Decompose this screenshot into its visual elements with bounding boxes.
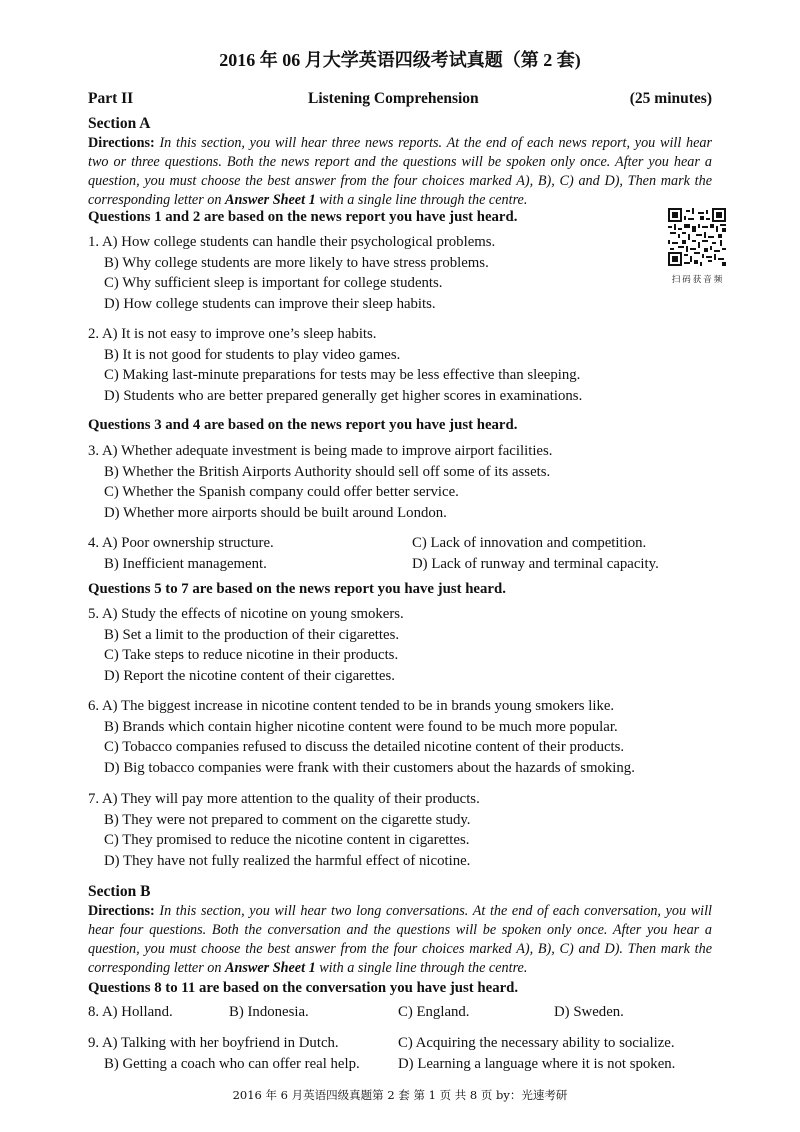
group-4-heading: Questions 8 to 11 are based on the conversation you have just heard. [88,980,519,996]
option: B) Set a limit to the production of their cigarettes. [104,626,400,643]
option: B) Whether the British Airports Authority should sell off some of its assets. [104,463,551,480]
option: B) Brands which contain higher nicotine content were found to be much more popular. [104,718,618,735]
option: B) They were not prepared to comment on the cigarette study. [104,811,471,828]
answer-sheet-ref: Answer Sheet 1 [225,192,316,208]
option: 7. A) They will pay more attention to the quality of their products. [88,791,480,807]
directions-text: In this section, you will hear three news reports. At the end of each news report, you will hear two or three questions. Both the news report and the questions will be spoken only once. After you hear a question, you must choose the best answer from the four choices marked A), B), C) and D), Then mark the corresponding letter on [88,135,713,208]
group-3-heading: Questions 5 to 7 are based on the news report you have just heard. [88,581,506,597]
option-row [88,1002,712,1023]
section-a [88,114,712,210]
question-2 [88,324,712,407]
question-7 [88,789,712,872]
section-b [88,882,712,978]
question-4 [88,533,712,574]
part-name: Listening Comprehension [308,90,479,107]
option: D) Learning a language where it is not spoken. [398,1055,676,1072]
page-title: 2016 年 06 月大学英语四级考试真题（第 2 套) [219,50,581,70]
question-9 [88,1033,712,1074]
section-a-title: Section A [88,115,151,132]
directions-text-end: with a single line through the centre. [319,960,528,976]
option-row [88,533,712,554]
option: C) Why sufficient sleep is important for college students. [104,275,443,292]
option: C) England. [398,1004,470,1020]
answer-sheet-ref: Answer Sheet 1 [225,960,316,976]
group-heading [88,579,712,599]
directions-text: In this section, you will hear two long conversations. At the end of each conversation, you will hear four questions. Both the conversation and the questions will be spoken only once. After you hear a question, you must choose the best answer from the four choices marked A), B), C) and D). Then mark the corresponding letter on [88,903,713,976]
option: 9. A) Talking with her boyfriend in Dutch. [88,1035,339,1051]
group-heading [88,415,712,435]
option: C) Lack of innovation and competition. [412,535,647,551]
option-row [88,1054,712,1075]
section-b-title: Section B [88,883,151,900]
page-footer: 2016 年 6 月英语四级真题第 2 套 第 1 页 共 8 页 by：光速考研 [232,1088,568,1102]
option: 4. A) Poor ownership structure. [88,535,274,551]
option: 3. A) Whether adequate investment is being made to improve airport facilities. [88,443,553,459]
option: B) Why college students are more likely to have stress problems. [104,254,489,271]
option: D) Lack of runway and terminal capacity. [412,555,659,572]
option: C) Making last-minute preparations for tests may be less effective than sleeping. [104,367,581,384]
directions-text-end: with a single line through the centre. [319,192,528,208]
option: C) Tobacco companies refused to discuss the detailed nicotine content of their products. [104,739,625,756]
part-label: Part II [88,90,134,107]
group-heading [88,978,712,998]
question-6 [88,696,712,779]
option: C) Acquiring the necessary ability to socialize. [398,1035,675,1051]
option: B) Inefficient management. [104,555,267,572]
question-5 [88,604,712,687]
group-2-heading: Questions 3 and 4 are based on the news report you have just heard. [88,417,518,433]
option: 8. A) Holland. [88,1004,173,1020]
option: D) How college students can improve their sleep habits. [104,296,436,313]
option: D) Big tobacco companies were frank with their customers about the hazards of smoking. [104,760,635,777]
option: C) Take steps to reduce nicotine in their products. [104,647,399,664]
section-a-directions [88,134,712,210]
option: 2. A) It is not easy to improve one’s sleep habits. [88,326,377,342]
option-row [88,554,712,575]
directions-label: Directions: [88,903,155,919]
directions-label: Directions: [88,135,155,151]
part-time: (25 minutes) [629,90,712,107]
option: 6. A) The biggest increase in nicotine content tended to be in brands young smokers like. [88,698,615,714]
option: 1. A) How college students can handle their psychological problems. [88,234,496,250]
option: C) They promised to reduce the nicotine content in cigarettes. [104,832,470,849]
option: B) Getting a coach who can offer real help. [104,1055,360,1072]
part-header [88,90,712,110]
group-1-heading: Questions 1 and 2 are based on the news report you have just heard. [88,209,518,225]
option: D) Report the nicotine content of their cigarettes. [104,668,395,685]
option: D) They have not fully realized the harmful effect of nicotine. [104,853,471,870]
qr-caption: 扫码获音频 [671,275,725,285]
group-heading [88,207,712,227]
option-row [88,1033,712,1054]
question-1 [88,232,712,315]
option: B) Indonesia. [229,1004,309,1020]
option: D) Sweden. [554,1004,624,1020]
option: D) Students who are better prepared generally get higher scores in examinations. [104,388,583,405]
section-b-directions [88,902,712,978]
option: D) Whether more airports should be built around London. [104,505,447,522]
option: B) It is not good for students to play video games. [104,346,401,363]
question-3 [88,441,712,524]
option: C) Whether the Spanish company could offer better service. [104,484,459,501]
option: 5. A) Study the effects of nicotine on young smokers. [88,606,404,622]
question-8 [88,1002,712,1023]
